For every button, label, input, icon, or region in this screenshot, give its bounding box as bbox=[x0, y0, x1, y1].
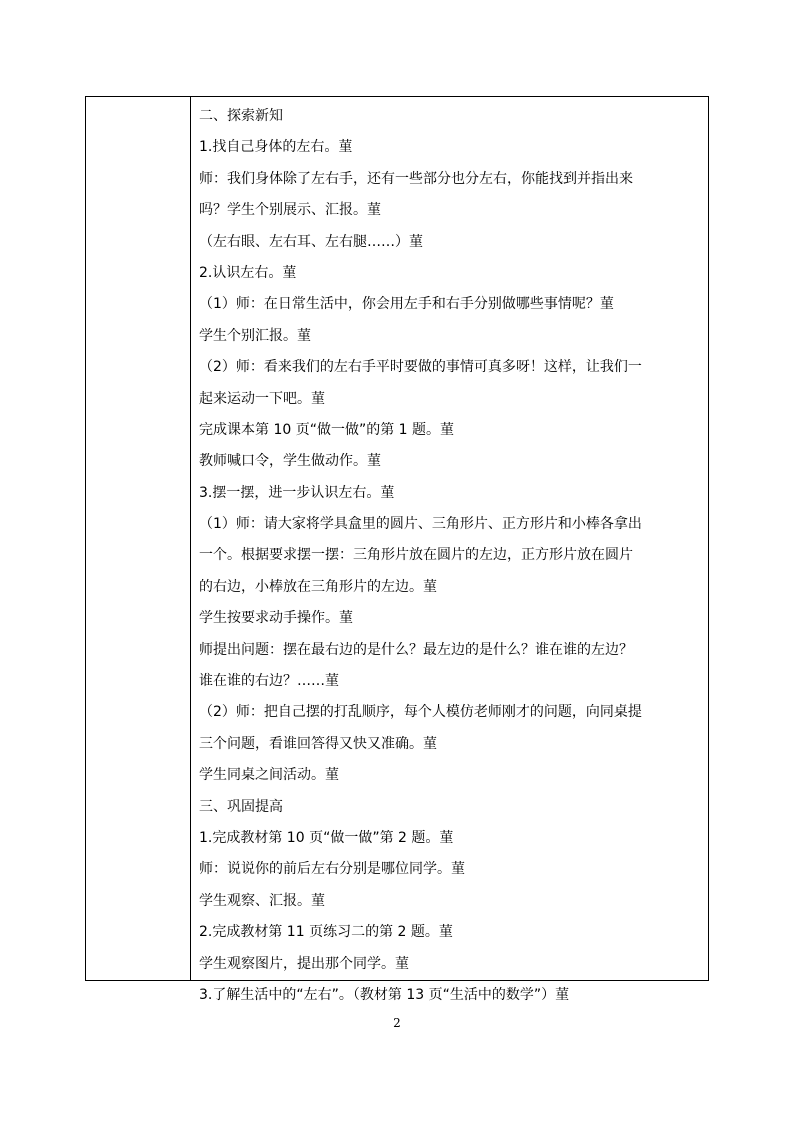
text-line: 2.完成教材第 11 页练习二的第 2 题。菫 bbox=[199, 924, 453, 941]
text-line: 的右边，小棒放在三角形片的左边。菫 bbox=[199, 578, 437, 595]
text-line: 完成课本第 10 页“做一做”的第 1 题。菫 bbox=[199, 421, 455, 438]
text-line: 师提出问题：摆在最右边的是什么？最左边的是什么？谁在谁的左边？ bbox=[199, 641, 633, 658]
text-line: （1）师：请大家将学具盒里的圆片、三角形片、正方形片和小棒各拿出 bbox=[199, 516, 642, 533]
text-line: （2）师：看来我们的左右手平时要做的事情可真多呀！这样，让我们一 bbox=[199, 359, 642, 376]
text-line: 1.找自己身体的左右。菫 bbox=[199, 139, 353, 156]
text-line: 师：我们身体除了左右手，还有一些部分也分左右，你能找到并指出来 bbox=[199, 170, 633, 187]
text-line: 2.认识左右。菫 bbox=[199, 264, 297, 281]
text-line: 三个问题，看谁回答得又快又准确。菫 bbox=[199, 735, 437, 752]
text-line: 起来运动一下吧。菫 bbox=[199, 390, 325, 407]
table-left-column bbox=[86, 97, 191, 980]
lesson-table bbox=[85, 96, 709, 1003]
text-line: 吗？学生个别展示、汇报。菫 bbox=[199, 202, 381, 219]
text-line: 学生按要求动手操作。菫 bbox=[199, 610, 353, 627]
text-line: 学生观察、汇报。菫 bbox=[199, 892, 325, 909]
text-line: 3.摆一摆，进一步认识左右。菫 bbox=[199, 484, 395, 501]
text-line: 3.了解生活中的“左右”。（教材第 13 页“生活中的数学”）菫 bbox=[199, 986, 570, 1003]
section-heading-consolidate: 三、巩固提高 bbox=[199, 798, 283, 815]
text-line: 教师喊口令，学生做动作。菫 bbox=[199, 453, 381, 470]
table-content-column bbox=[191, 97, 708, 1003]
text-line: 学生同桌之间活动。菫 bbox=[199, 767, 339, 784]
text-line: （左右眼、左右耳、左右腿……）菫 bbox=[199, 233, 423, 250]
text-line: 师：说说你的前后左右分别是哪位同学。菫 bbox=[199, 861, 465, 878]
page-number: 2 bbox=[393, 1016, 401, 1030]
text-line: （2）师：把自己摆的打乱顺序，每个人模仿老师刚才的问题，向同桌提 bbox=[199, 704, 642, 721]
text-line: （1）师：在日常生活中，你会用左手和右手分别做哪些事情呢？菫 bbox=[199, 296, 614, 313]
text-line: 学生个别汇报。菫 bbox=[199, 327, 311, 344]
text-line: 1.完成教材第 10 页“做一做”第 2 题。菫 bbox=[199, 829, 454, 846]
text-line: 谁在谁的右边？……菫 bbox=[199, 673, 339, 690]
text-line: 学生观察图片，提出那个同学。菫 bbox=[199, 955, 409, 972]
text-line: 一个。根据要求摆一摆：三角形片放在圆片的左边，正方形片放在圆片 bbox=[199, 547, 633, 564]
section-heading-explore: 二、探索新知 bbox=[199, 108, 283, 124]
